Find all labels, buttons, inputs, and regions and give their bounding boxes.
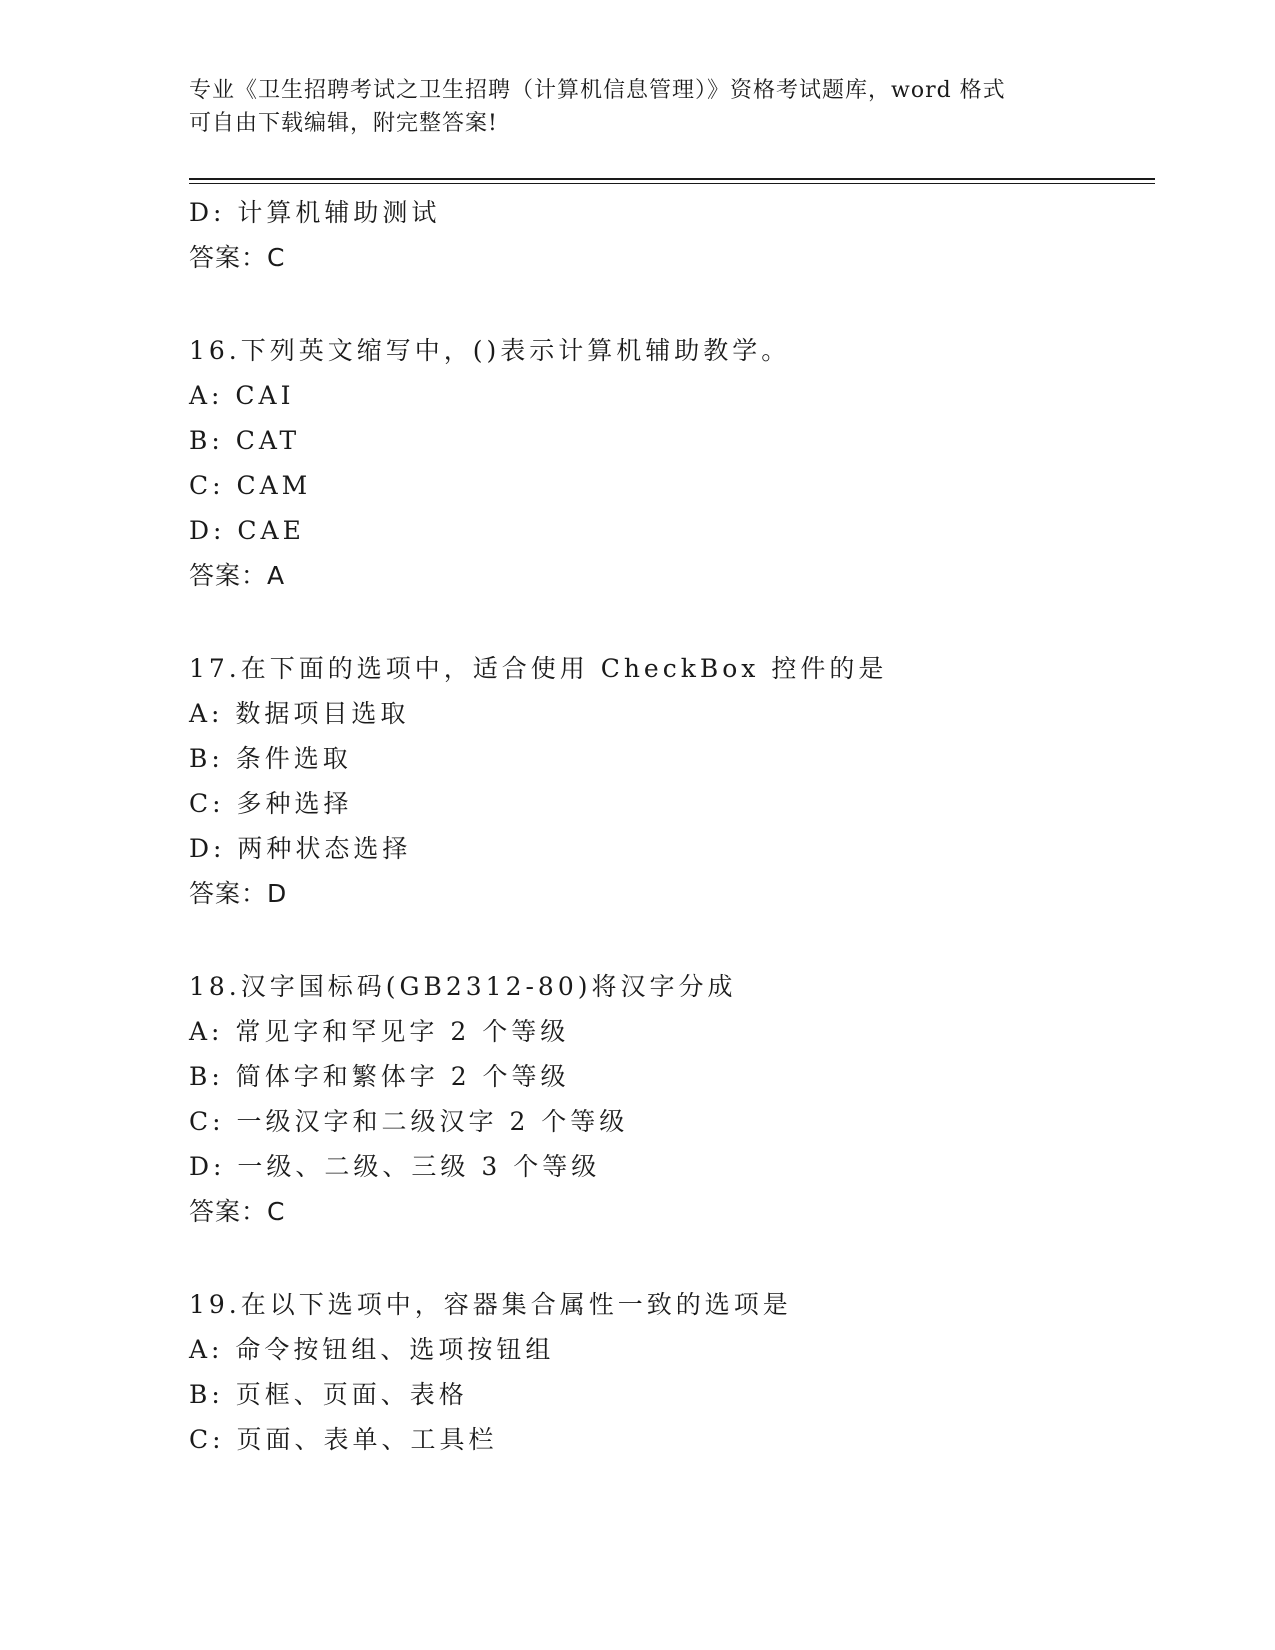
option-a: A: 命令按钮组、选项按钮组 <box>189 1335 555 1364</box>
question-16 <box>189 328 1155 598</box>
question-15-tail <box>189 190 1155 280</box>
header-line-1: 专业《卫生招聘考试之卫生招聘（计算机信息管理）》资格考试题库，word 格式 <box>189 78 1006 103</box>
question-18 <box>189 964 1155 1234</box>
header-divider-thin <box>189 183 1155 184</box>
document-body <box>189 190 1155 1462</box>
header-line-2: 可自由下载编辑，附完整答案! <box>189 111 498 136</box>
option-c: C: 多种选择 <box>189 789 353 818</box>
option-c: C: 页面、表单、工具栏 <box>189 1425 498 1454</box>
option-d: D: 一级、二级、三级 3 个等级 <box>189 1152 601 1181</box>
answer: 答案：C <box>189 1197 286 1226</box>
option-d: D: 计算机辅助测试 <box>189 198 441 227</box>
answer: 答案：D <box>189 879 288 908</box>
option-d: D: CAE <box>189 516 305 545</box>
question-stem: 16.下列英文缩写中，()表示计算机辅助教学。 <box>189 336 791 365</box>
option-c: C: 一级汉字和二级汉字 2 个等级 <box>189 1107 629 1136</box>
option-b: B: 页框、页面、表格 <box>189 1380 468 1409</box>
question-stem: 18.汉字国标码(GB2312-80)将汉字分成 <box>189 972 737 1001</box>
option-c: C: CAM <box>189 471 312 500</box>
option-a: A: 常见字和罕见字 2 个等级 <box>189 1017 570 1046</box>
question-19 <box>189 1282 1155 1462</box>
option-d: D: 两种状态选择 <box>189 834 412 863</box>
option-b: B: CAT <box>189 426 301 455</box>
answer: 答案：C <box>189 243 286 272</box>
option-b: B: 简体字和繁体字 2 个等级 <box>189 1062 570 1091</box>
answer: 答案：A <box>189 561 286 590</box>
header-divider-thick <box>189 178 1155 180</box>
question-17 <box>189 646 1155 916</box>
option-b: B: 条件选取 <box>189 744 352 773</box>
document-header <box>189 74 1089 140</box>
question-stem: 19.在以下选项中，容器集合属性一致的选项是 <box>189 1290 792 1319</box>
question-stem: 17.在下面的选项中，适合使用 CheckBox 控件的是 <box>189 654 888 683</box>
option-a: A: CAI <box>189 381 295 410</box>
option-a: A: 数据项目选取 <box>189 699 410 728</box>
